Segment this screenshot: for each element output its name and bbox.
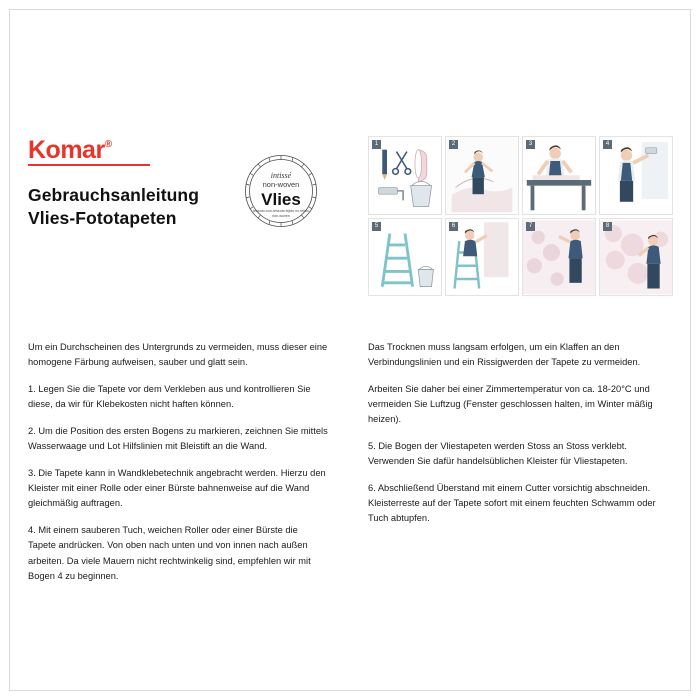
step-badge: 7 bbox=[526, 222, 535, 231]
temperature-paragraph: Arbeiten Sie daher bei einer Zimmertemperatur von ca. 18-20°C und vermeiden Sie Luftzug (Fenster geschlossen halten, im Winter mäßig heizen). bbox=[368, 384, 653, 425]
brand-name: Komar bbox=[28, 136, 105, 164]
step-5-paragraph: 5. Die Bogen der Vliestapeten werden Stoss an Stoss verklebt. Verwenden Sie dafür handelsüblichen Kleister für Vliestapeten. bbox=[368, 441, 628, 467]
seal-main-text: Vlies bbox=[261, 190, 301, 209]
step-3-paragraph: 3. Die Tapete kann in Wandklebetechnik angebracht werden. Hierzu den Kleister mit einer Rolle oder einer Bürste bahnenweise auf die Wand gleichmäßig auftragen. bbox=[28, 468, 326, 509]
drying-note-paragraph: Das Trocknen muss langsam erfolgen, um ein Klaffen an den Verbindungslinien und ein Rissigwerden der Tapete zu vermeiden. bbox=[368, 342, 641, 368]
instructions-column-left bbox=[28, 340, 328, 584]
instruction-step-8 bbox=[599, 218, 673, 297]
step-badge: 4 bbox=[603, 140, 612, 149]
seal-mid-text: non-woven bbox=[262, 180, 300, 189]
instruction-step-3 bbox=[522, 136, 596, 215]
step-1-paragraph: 1. Legen Sie die Tapete vor dem Verkleben aus und kontrollieren Sie diese, da wir für Klebekosten nicht haften können. bbox=[28, 384, 311, 410]
step-badge: 6 bbox=[449, 222, 458, 231]
step-badge: 2 bbox=[449, 140, 458, 149]
registered-mark: ® bbox=[104, 138, 112, 150]
step-4-paragraph: 4. Mit einem sauberen Tuch, weichen Roller oder einer Bürste die Tapete andrücken. Von oben nach unten und von innen nach außen arbeiten. Da viele Mauern nicht rechtwinkelig sind, empfehlen wir mit Bogen 4 zu beginnen. bbox=[28, 525, 311, 581]
instruction-step-6 bbox=[445, 218, 519, 297]
komar-logo bbox=[28, 138, 150, 166]
step-badge: 5 bbox=[372, 222, 381, 231]
seal-bottom-center-text: non-woven bbox=[272, 214, 290, 218]
step-6-paragraph: 6. Abschließend Überstand mit einem Cutter vorsichtig abschneiden. Kleisterreste auf der Tapete sofort mit einem feuchten Schwamm oder Tuch abtupfen. bbox=[368, 483, 656, 524]
vlies-seal bbox=[238, 148, 324, 234]
seal-top-text: intissé bbox=[270, 171, 292, 180]
instruction-step-2 bbox=[445, 136, 519, 215]
instruction-step-7 bbox=[522, 218, 596, 297]
step-badge: 1 bbox=[372, 140, 381, 149]
intro-paragraph: Um ein Durchscheinen des Untergrunds zu vermeiden, muss dieser eine homogene Färbung aufweisen, sauber und glatt sein. bbox=[28, 342, 328, 368]
instruction-step-5 bbox=[368, 218, 442, 297]
step-2-paragraph: 2. Um die Position des ersten Bogens zu markieren, zeichnen Sie mittels Wasserwaage und Lot Hilfslinien mit Bleistift an die Wand. bbox=[28, 426, 328, 452]
instruction-image-grid bbox=[368, 136, 673, 296]
logo-underline bbox=[28, 164, 150, 166]
step-badge: 8 bbox=[603, 222, 612, 231]
step-badge: 3 bbox=[526, 140, 535, 149]
instructions-column-right bbox=[368, 340, 668, 526]
page-title-line1: Gebrauchsanleitung bbox=[28, 185, 199, 205]
certification-seal-icon bbox=[238, 148, 324, 234]
instruction-step-4 bbox=[599, 136, 673, 215]
page-title-line2: Vlies-Fototapeten bbox=[28, 208, 177, 229]
instruction-step-1 bbox=[368, 136, 442, 215]
seal-bottom-text: tessuto-non-tessuto tejido no tejido bbox=[253, 209, 309, 213]
